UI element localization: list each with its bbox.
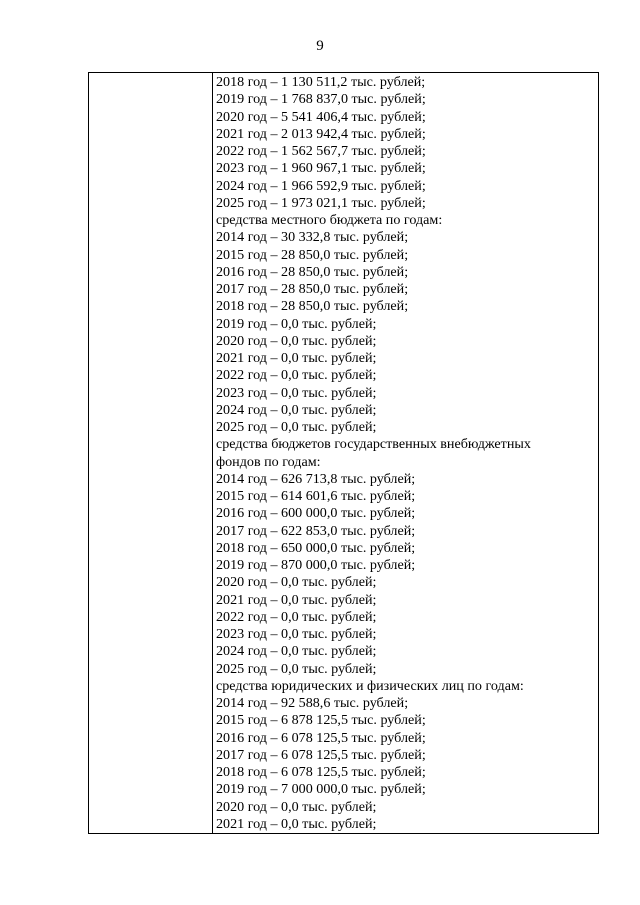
funding-line: 2020 год – 0,0 тыс. рублей; bbox=[216, 798, 377, 815]
funding-line: 2025 год – 1 973 021,1 тыс. рублей; bbox=[216, 194, 426, 211]
funding-line: 2024 год – 0,0 тыс. рублей; bbox=[216, 643, 377, 660]
funding-line: 2023 год – 0,0 тыс. рублей; bbox=[216, 384, 377, 401]
funding-line: 2017 год – 6 078 125,5 тыс. рублей; bbox=[216, 746, 426, 763]
funding-line: 2018 год – 28 850,0 тыс. рублей; bbox=[216, 298, 409, 315]
funding-line: 2015 год – 6 878 125,5 тыс. рублей; bbox=[216, 712, 426, 729]
funding-line: 2017 год – 28 850,0 тыс. рублей; bbox=[216, 281, 409, 297]
funding-line: средства местного бюджета по годам: bbox=[216, 212, 443, 228]
funding-line: 2015 год – 28 850,0 тыс. рублей; bbox=[216, 246, 409, 263]
funding-line: 2014 год – 30 332,8 тыс. рублей; bbox=[216, 229, 409, 246]
funding-line: 2018 год – 1 130 511,2 тыс. рублей; bbox=[216, 74, 426, 90]
funding-line: 2020 год – 0,0 тыс. рублей; bbox=[216, 332, 377, 349]
funding-line: 2021 год – 0,0 тыс. рублей; bbox=[216, 591, 377, 608]
funding-line: 2019 год – 1 768 837,0 тыс. рублей; bbox=[216, 91, 426, 108]
funding-line: 2023 год – 0,0 тыс. рублей; bbox=[216, 626, 377, 642]
page-number: 9 bbox=[316, 38, 324, 54]
funding-line: 2020 год – 5 541 406,4 тыс. рублей; bbox=[216, 108, 426, 125]
funding-line: 2019 год – 870 000,0 тыс. рублей; bbox=[216, 557, 416, 573]
funding-line: 2025 год – 0,0 тыс. рублей; bbox=[216, 419, 377, 435]
funding-line: 2017 год – 622 853,0 тыс. рублей; bbox=[216, 522, 416, 539]
funding-line: 2019 год – 0,0 тыс. рублей; bbox=[216, 315, 377, 332]
funding-line: 2023 год – 1 960 967,1 тыс. рублей; bbox=[216, 160, 426, 177]
table-left-cell bbox=[89, 73, 213, 833]
funding-line: 2021 год – 2 013 942,4 тыс. рублей; bbox=[216, 125, 426, 142]
funding-line: 2016 год – 6 078 125,5 тыс. рублей; bbox=[216, 729, 426, 746]
funding-line: средства бюджетов государственных внебюджетных bbox=[216, 436, 531, 453]
table-right-cell bbox=[216, 74, 596, 833]
funding-line: 2020 год – 0,0 тыс. рублей; bbox=[216, 574, 377, 591]
funding-line: 2024 год – 1 966 592,9 тыс. рублей; bbox=[216, 177, 426, 194]
funding-line: 2022 год – 0,0 тыс. рублей; bbox=[216, 608, 377, 625]
funding-line: 2016 год – 600 000,0 тыс. рублей; bbox=[216, 505, 416, 522]
column-divider bbox=[212, 73, 213, 833]
funding-line: 2022 год – 0,0 тыс. рублей; bbox=[216, 367, 377, 384]
funding-table bbox=[88, 72, 599, 834]
funding-line: 2019 год – 7 000 000,0 тыс. рублей; bbox=[216, 781, 426, 798]
funding-line: 2025 год – 0,0 тыс. рублей; bbox=[216, 660, 377, 677]
funding-line: 2018 год – 6 078 125,5 тыс. рублей; bbox=[216, 764, 426, 780]
funding-line: фондов по годам: bbox=[216, 453, 321, 470]
funding-line: 2022 год – 1 562 567,7 тыс. рублей; bbox=[216, 143, 426, 159]
funding-line: 2018 год – 650 000,0 тыс. рублей; bbox=[216, 539, 416, 556]
funding-line: 2016 год – 28 850,0 тыс. рублей; bbox=[216, 263, 409, 280]
funding-line: 2014 год – 92 588,6 тыс. рублей; bbox=[216, 695, 409, 711]
funding-line: 2021 год – 0,0 тыс. рублей; bbox=[216, 815, 377, 832]
funding-line: 2021 год – 0,0 тыс. рублей; bbox=[216, 350, 377, 366]
funding-line: 2014 год – 626 713,8 тыс. рублей; bbox=[216, 470, 416, 487]
funding-line: средства юридических и физических лиц по годам: bbox=[216, 677, 524, 694]
funding-line: 2024 год – 0,0 тыс. рублей; bbox=[216, 401, 377, 418]
funding-line: 2015 год – 614 601,6 тыс. рублей; bbox=[216, 488, 416, 504]
